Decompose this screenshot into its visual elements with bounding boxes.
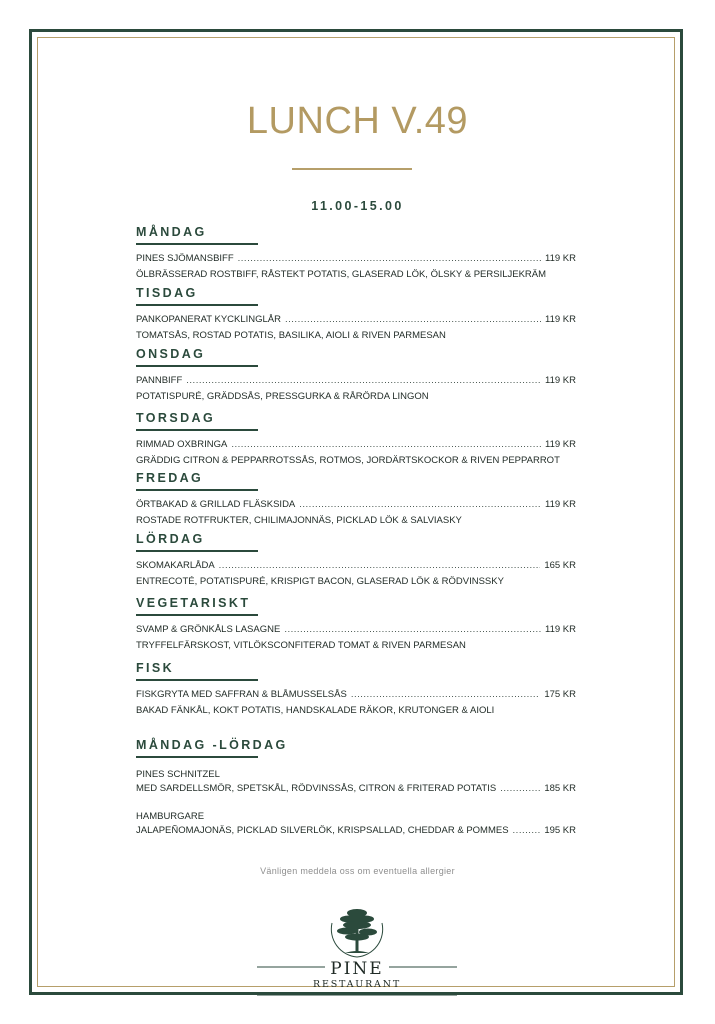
day-underline — [136, 489, 258, 491]
day-heading: FISK — [136, 661, 175, 675]
dish-description: ENTRECOTÉ, POTATISPURÉ, KRISPIGT BACON, GLASERAD LÖK & RÖDVINSSKY — [136, 576, 504, 587]
dish-description: GRÄDDIG CITRON & PEPPARROTSSÅS, ROTMOS, JORDÄRTSKOCKOR & RIVEN PEPPARROT — [136, 455, 560, 466]
dish-line — [136, 783, 576, 795]
section-weekly — [136, 738, 576, 758]
leader-dots — [284, 624, 541, 636]
day-underline — [136, 243, 258, 245]
dish-line — [136, 560, 576, 572]
section-lordag — [136, 532, 576, 588]
day-heading: TORSDAG — [136, 411, 216, 425]
dish-price: 119 KR — [545, 624, 576, 635]
dish-line — [136, 253, 576, 265]
dish-description: ÖLBRÄSSERAD ROSTBIFF, RÅSTEKT POTATIS, GLASERAD LÖK, ÖLSKY & PERSILJEKRÄM — [136, 269, 547, 280]
dish-name: PANNBIFF — [136, 375, 183, 386]
dish-name: FISKGRYTA MED SAFFRAN & BLÅMUSSELSÅS — [136, 689, 347, 700]
leader-dots — [231, 439, 541, 451]
dish-price: 175 KR — [544, 689, 576, 700]
dish-price: 119 KR — [545, 253, 576, 264]
leader-dots — [285, 314, 541, 326]
dish-name: SKOMAKARLÅDA — [136, 560, 215, 571]
day-heading: MÅNDAG -LÖRDAG — [136, 738, 288, 752]
leader-dots — [500, 783, 540, 795]
day-underline — [136, 756, 258, 758]
dish-name: PINES SJÖMANSBIFF — [136, 253, 234, 264]
leader-dots — [219, 560, 541, 572]
dish-description: ROSTADE ROTFRUKTER, CHILIMAJONNÄS, PICKLAD LÖK & SALVIASKY — [136, 515, 462, 526]
dish-name: ÖRTBAKAD & GRILLAD FLÄSKSIDA — [136, 499, 296, 510]
dish-name: HAMBURGARE — [136, 811, 205, 822]
weekly-item — [136, 811, 576, 837]
leader-dots — [351, 689, 540, 701]
day-underline — [136, 304, 258, 306]
day-underline — [136, 679, 258, 681]
brand-subtitle: RESTAURANT — [313, 979, 401, 990]
dish-description: POTATISPURÉ, GRÄDDSÅS, PRESSGURKA & RÅRÖRDA LINGON — [136, 391, 429, 402]
brand-name: PINE — [330, 959, 384, 979]
dish-price: 165 KR — [544, 560, 576, 571]
dish-line — [136, 499, 576, 511]
dish-price: 119 KR — [545, 499, 576, 510]
dish-line — [136, 375, 576, 387]
restaurant-logo — [257, 905, 457, 997]
day-underline — [136, 429, 258, 431]
dish-line — [136, 689, 576, 701]
day-underline — [136, 614, 258, 616]
dish-line — [136, 825, 576, 837]
section-torsdag — [136, 411, 576, 467]
title-divider — [292, 168, 412, 170]
menu-title: LUNCH V.49 — [246, 100, 469, 142]
dish-name: PANKOPANERAT KYCKLINGLÅR — [136, 314, 282, 325]
dish-description: MED SARDELLSMÖR, SPETSKÅL, RÖDVINSSÅS, CITRON & FRITERAD POTATIS — [136, 783, 497, 794]
dish-description: TRYFFELFÄRSKOST, VITLÖKSCONFITERAD TOMAT & RIVEN PARMESAN — [136, 640, 466, 651]
leader-dots — [513, 825, 541, 837]
dish-price: 185 KR — [544, 783, 576, 794]
dish-price: 195 KR — [544, 825, 576, 836]
dish-description: JALAPEÑOMAJONÄS, PICKLAD SILVERLÖK, KRISPSALLAD, CHEDDAR & POMMES — [136, 825, 509, 836]
dish-name: PINES SCHNITZEL — [136, 769, 220, 780]
dish-price: 119 KR — [545, 375, 576, 386]
dish-price: 119 KR — [545, 314, 576, 325]
day-heading: LÖRDAG — [136, 532, 205, 546]
day-heading: FREDAG — [136, 471, 204, 485]
leader-dots — [238, 253, 541, 265]
dish-name: RIMMAD OXBRINGA — [136, 439, 228, 450]
dish-price: 119 KR — [545, 439, 576, 450]
section-tisdag — [136, 286, 576, 342]
day-underline — [136, 365, 258, 367]
section-mandag — [136, 225, 576, 281]
dish-name: SVAMP & GRÖNKÅLS LASAGNE — [136, 624, 281, 635]
leader-dots — [299, 499, 541, 511]
dish-line — [136, 439, 576, 451]
section-fisk — [136, 661, 576, 717]
day-underline — [136, 550, 258, 552]
weekly-item — [136, 769, 576, 795]
dish-line — [136, 314, 576, 326]
dish-description: BAKAD FÄNKÅL, KOKT POTATIS, HANDSKALADE RÄKOR, KRUTONGER & AIOLI — [136, 705, 495, 716]
day-heading: ONSDAG — [136, 347, 206, 361]
section-onsdag — [136, 347, 576, 403]
allergy-note: Vänligen meddela oss om eventuella allergier — [260, 866, 455, 876]
day-heading: MÅNDAG — [136, 225, 207, 239]
day-heading: TISDAG — [136, 286, 198, 300]
dish-description: TOMATSÅS, ROSTAD POTATIS, BASILIKA, AIOLI & RIVEN PARMESAN — [136, 330, 446, 341]
section-fredag — [136, 471, 576, 527]
dish-line — [136, 624, 576, 636]
leader-dots — [186, 375, 541, 387]
lunch-hours: 11.00-15.00 — [311, 199, 404, 213]
section-vegetariskt — [136, 596, 576, 652]
day-heading: VEGETARISKT — [136, 596, 251, 610]
